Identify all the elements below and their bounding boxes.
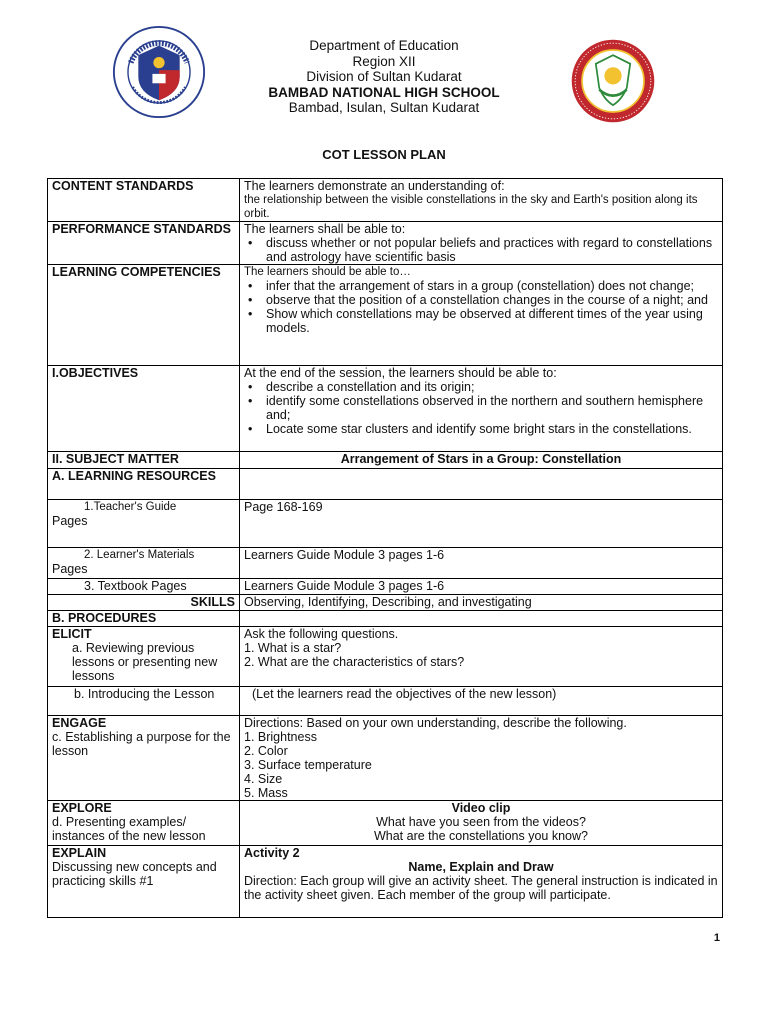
text-line: Ask the following questions. xyxy=(244,627,399,641)
text-line: c. Establishing a purpose for the lesson xyxy=(52,730,231,758)
bullet-list xyxy=(244,236,718,264)
table-row xyxy=(48,469,723,500)
text-line: 2. What are the characteristics of stars? xyxy=(244,655,465,669)
text-line: Video clip xyxy=(451,801,511,815)
bullet-list xyxy=(244,279,718,335)
row-content xyxy=(240,179,723,222)
text-line: 1.Teacher's Guide xyxy=(84,501,177,513)
row-label: LEARNING COMPETENCIES xyxy=(48,265,240,366)
text-line: EXPLAIN xyxy=(52,846,107,860)
text-line: The learners shall be able to: xyxy=(244,222,406,236)
row-label: PERFORMANCE STANDARDS xyxy=(48,222,240,265)
table-row xyxy=(48,716,723,801)
table-row xyxy=(48,548,723,579)
list-item: • describe a constellation and its origin; xyxy=(266,380,718,394)
row-label xyxy=(48,627,240,687)
table-row xyxy=(48,179,723,222)
list-item: 1. Brightness xyxy=(244,730,317,744)
row-label xyxy=(48,500,240,548)
text-line: At the end of the session, the learners should be able to: xyxy=(244,366,557,380)
page-title: COT LESSON PLAN xyxy=(322,147,446,162)
text-line: What are the constellations you know? xyxy=(373,829,588,843)
row-label: b. Introducing the Lesson xyxy=(48,687,240,716)
row-content: Learners Guide Module 3 pages 1-6 xyxy=(240,548,723,579)
row-content xyxy=(240,801,723,846)
list-item: • Show which constellations may be observed at different times of the year using models. xyxy=(266,307,718,335)
row-content xyxy=(240,222,723,265)
lesson-plan-table xyxy=(47,178,723,918)
table-row xyxy=(48,801,723,846)
table-row xyxy=(48,579,723,595)
table-row xyxy=(48,627,723,687)
text-line: ENGAGE xyxy=(52,716,107,730)
list-item: • discuss whether or not popular beliefs and practices with regard to constellations and astrology have scientific basis xyxy=(266,236,718,264)
list-item: • Locate some star clusters and identify some bright stars in the constellations. xyxy=(266,422,718,436)
row-label: 3. Textbook Pages xyxy=(48,579,240,595)
text-line: 2. Learner's Materials xyxy=(84,549,195,561)
table-row xyxy=(48,846,723,918)
table-row xyxy=(48,222,723,265)
row-label: II. SUBJECT MATTER xyxy=(48,452,240,469)
list-item: 3. Surface temperature xyxy=(244,758,372,772)
text-line: Activity 2 xyxy=(244,846,300,860)
list-item: 5. Mass xyxy=(244,786,288,800)
table-row xyxy=(48,595,723,611)
row-label: CONTENT STANDARDS xyxy=(48,179,240,222)
header-department: Department of Education xyxy=(309,38,459,53)
text-line: The learners should be able to… xyxy=(244,266,411,278)
text-line: the relationship between the visible constellations in the sky and Earth's position along its orbit. xyxy=(244,194,698,220)
row-content: (Let the learners read the objectives of the new lesson) xyxy=(240,687,723,716)
table-row xyxy=(48,265,723,366)
row-label: SKILLS xyxy=(48,595,240,611)
table-row xyxy=(48,687,723,716)
text-line: Pages xyxy=(52,562,88,576)
text-line: d. Presenting examples/ instances of the new lesson xyxy=(52,815,206,843)
list-item: • infer that the arrangement of stars in a group (constellation) does not change; xyxy=(266,279,718,293)
text-line: Name, Explain and Draw xyxy=(408,860,554,874)
text-line: a. Reviewing previous lessons or presenting new lessons xyxy=(72,641,218,683)
subject-matter-value: Arrangement of Stars in a Group: Constellation xyxy=(240,452,723,469)
row-content xyxy=(240,366,723,452)
row-label xyxy=(48,716,240,801)
table-row xyxy=(48,611,723,627)
table-row xyxy=(48,500,723,548)
row-content: Learners Guide Module 3 pages 1-6 xyxy=(240,579,723,595)
text-line: ELICIT xyxy=(52,627,92,641)
row-content xyxy=(240,265,723,366)
document-header xyxy=(0,38,768,116)
text-line: Direction: Each group will give an activity sheet. The general instruction is indicated in the activity sheet given. Each member of the group will participate. xyxy=(244,874,718,902)
text-line: Discussing new concepts and practicing skills #1 xyxy=(52,860,217,888)
row-content xyxy=(240,846,723,918)
bullet-list xyxy=(244,380,718,436)
row-label: B. PROCEDURES xyxy=(48,611,240,627)
list-item: 4. Size xyxy=(244,772,283,786)
row-label xyxy=(48,801,240,846)
page-number: 1 xyxy=(713,932,720,944)
header-address: Bambad, Isulan, Sultan Kudarat xyxy=(288,100,480,115)
list-item: 2. Color xyxy=(244,744,288,758)
row-label xyxy=(48,548,240,579)
row-content xyxy=(240,611,723,627)
row-content: Observing, Identifying, Describing, and investigating xyxy=(240,595,723,611)
text-line: 1. What is a star? xyxy=(244,641,342,655)
text-line: What have you seen from the videos? xyxy=(376,815,586,829)
row-label: A. LEARNING RESOURCES xyxy=(48,469,240,500)
text-line: EXPLORE xyxy=(52,801,112,815)
row-content: Page 168-169 xyxy=(240,500,723,548)
row-label xyxy=(48,846,240,918)
header-school-name: BAMBAD NATIONAL HIGH SCHOOL xyxy=(268,84,500,100)
text-line: Directions: Based on your own understanding, describe the following. xyxy=(244,716,627,730)
row-content xyxy=(240,627,723,687)
list-item: • observe that the position of a constellation changes in the course of a night; and xyxy=(266,293,718,307)
row-label: I.OBJECTIVES xyxy=(48,366,240,452)
header-region: Region XII xyxy=(352,53,416,69)
text-line: The learners demonstrate an understanding of: xyxy=(244,179,505,193)
text-line: Pages xyxy=(52,514,88,528)
row-content xyxy=(240,716,723,801)
table-row xyxy=(48,366,723,452)
table-row xyxy=(48,452,723,469)
list-item: • identify some constellations observed in the northern and southern hemisphere and; xyxy=(266,394,718,422)
header-division: Division of Sultan Kudarat xyxy=(306,69,462,84)
row-content xyxy=(240,469,723,500)
